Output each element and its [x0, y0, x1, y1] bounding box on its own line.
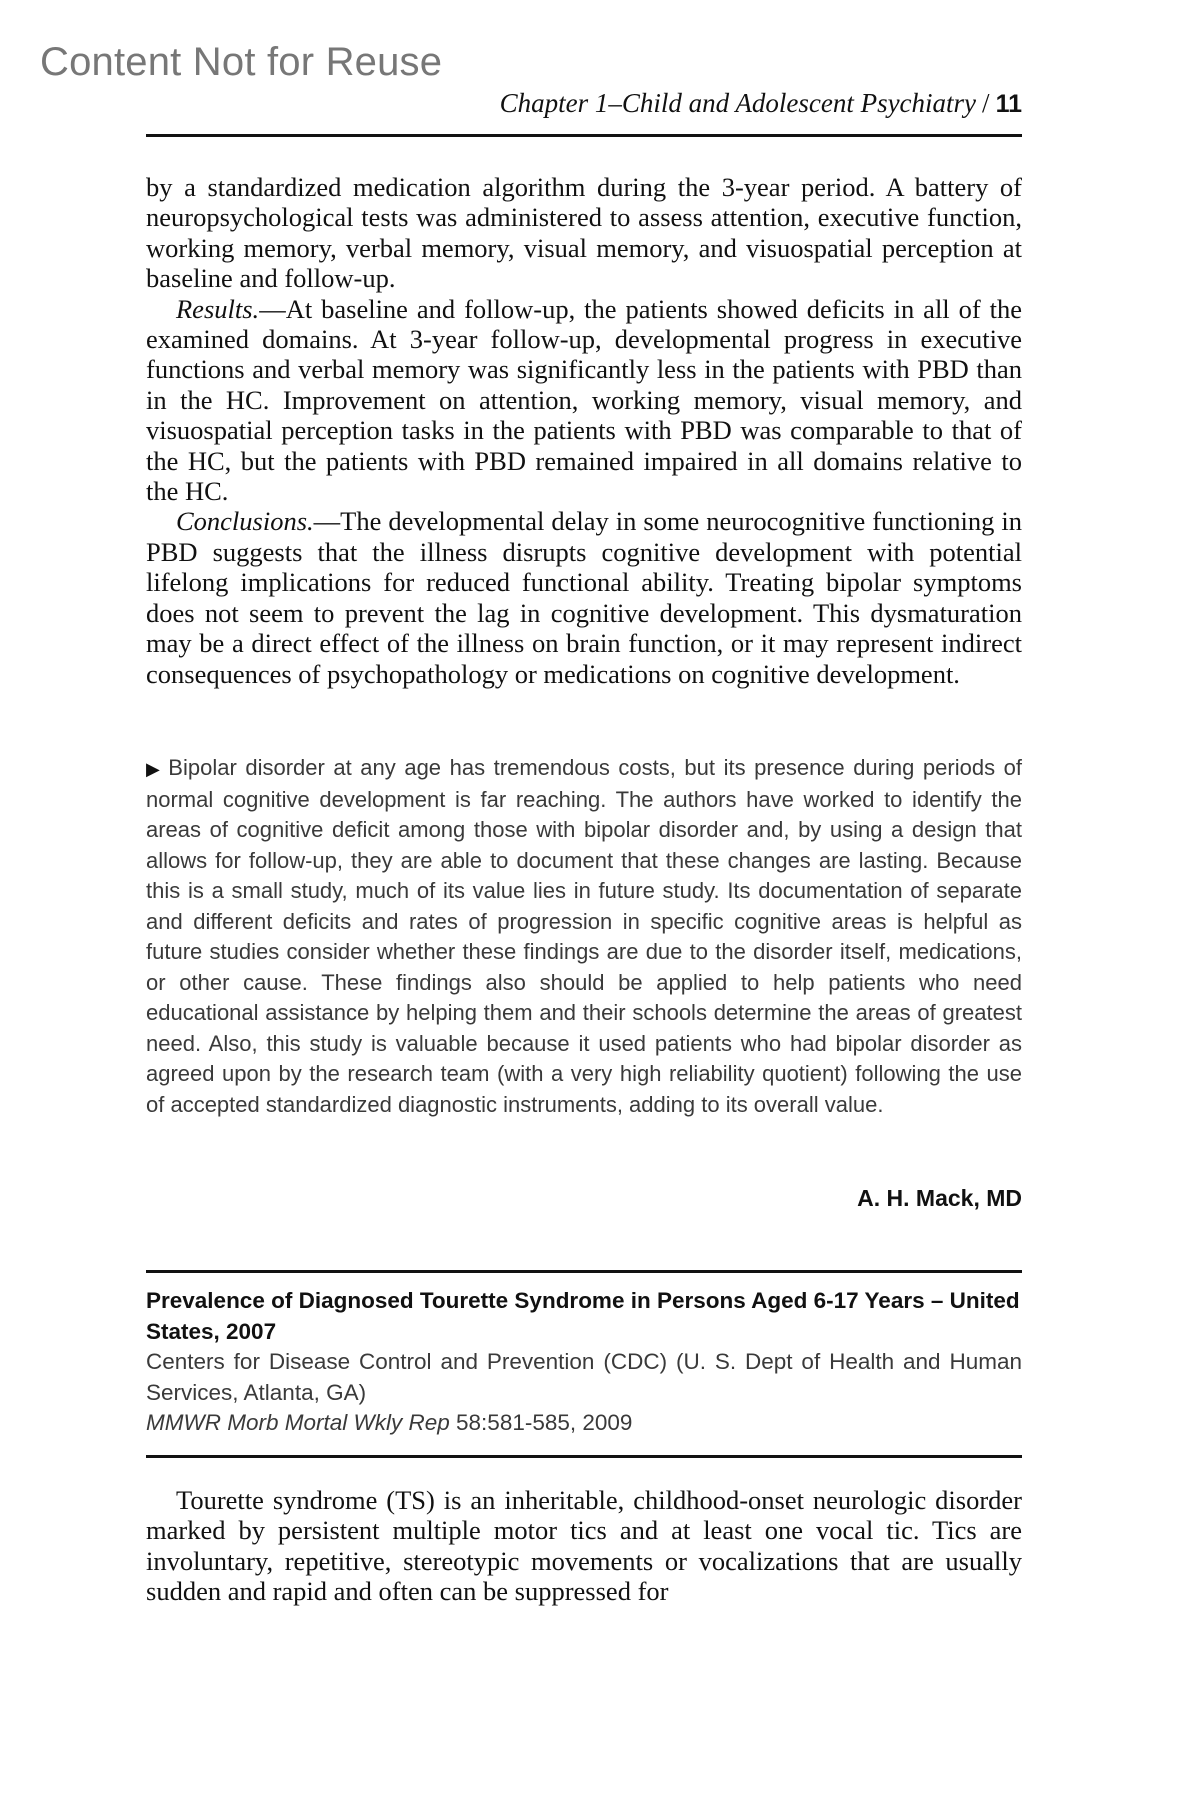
conclusions-label: Conclusions.	[176, 506, 314, 537]
article-intro-paragraph: Tourette syndrome (TS) is an inheritable, childhood-onset neurologic disorder marked by persistent multiple motor tics and at least one vocal tic. Tics are involuntary, repetitive, stereotypic movements or vocalizations that are usually sudden and rapid and often can be suppressed for	[146, 1485, 1022, 1607]
journal-name: MMWR Morb Mortal Wkly Rep	[146, 1410, 450, 1435]
citation: 58:581-585, 2009	[456, 1410, 633, 1435]
article-source: Centers for Disease Control and Prevention (CDC) (U. S. Dept of Health and Human Services, Atlanta, GA)	[146, 1349, 1022, 1405]
next-article-header	[146, 1286, 1022, 1439]
commentary	[146, 753, 1022, 1120]
abstract-continued	[146, 172, 1022, 689]
conclusions-text: —The developmental delay in some neurocognitive functioning in PBD suggests that the illness disrupts cognitive development with potential lifelong implications for reduced functional ability. Treating bipolar symptoms does not seem to prevent the lag in cognitive development. This dysmaturation may be a direct effect of the illness on brain function, or it may represent indirect consequences of psychopathology or medications on cognitive development.	[146, 506, 1022, 689]
commentary-text: Bipolar disorder at any age has tremendous costs, but its presence during periods of normal cognitive development is far reaching. The authors have worked to identify the areas of cognitive deficit among those with bipolar disorder and, by using a design that allows for follow-up, they are able to document that these changes are lasting. Because this is a small study, much of its value lies in future study. Its documentation of separate and different deficits and rates of progression in specific cognitive areas is helpful as future studies consider whether these findings are due to the disorder itself, medications, or other cause. These findings also should be applied to help patients who need educational assistance by helping them and their schools determine the areas of greatest need. Also, this study is valuable because it used patients who had bipolar disorder as agreed upon by the research team (with a very high reliability quotient) following the use of accepted standardized diagnostic instruments, adding to its overall value.	[146, 755, 1022, 1117]
chapter-title: Chapter 1–Child and Adolescent Psychiatry	[499, 88, 977, 118]
header-rule	[146, 134, 1022, 137]
running-head-separator: /	[982, 88, 990, 118]
commentary-paragraph	[146, 753, 1022, 1120]
article-title: Prevalence of Diagnosed Tourette Syndrome in Persons Aged 6-17 Years – United States, 2007	[146, 1288, 1020, 1344]
results-label: Results.	[176, 293, 260, 324]
article-top-rule	[146, 1270, 1022, 1273]
results-text: —At baseline and follow-up, the patients showed deficits in all of the examined domains. At 3-year follow-up, developmental progress in executive functions and verbal memory was significantly less in the patients with PBD than in the HC. Improvement on attention, working memory, visual memory, and visuospatial perception tasks in the patients with PBD was comparable to that of the HC, but the patients with PBD remained impaired in all domains relative to the HC.	[146, 293, 1022, 507]
article-citation-line	[146, 1408, 1022, 1439]
page-number: 11	[995, 90, 1022, 118]
article-bottom-rule	[146, 1455, 1022, 1458]
methods-tail: by a standardized medication algorithm during the 3-year period. A battery of neuropsychological tests was administered to assess attention, executive function, working memory, verbal memory, visual memory, and visuospatial perception at baseline and follow-up.	[146, 172, 1022, 294]
commentary-author: A. H. Mack, MD	[857, 1185, 1022, 1211]
watermark: Content Not for Reuse	[40, 40, 443, 84]
play-triangle-icon: ▶	[146, 759, 163, 779]
results-paragraph	[146, 294, 1022, 507]
article-intro	[146, 1485, 1022, 1607]
conclusions-paragraph	[146, 506, 1022, 688]
running-head	[146, 88, 1022, 119]
